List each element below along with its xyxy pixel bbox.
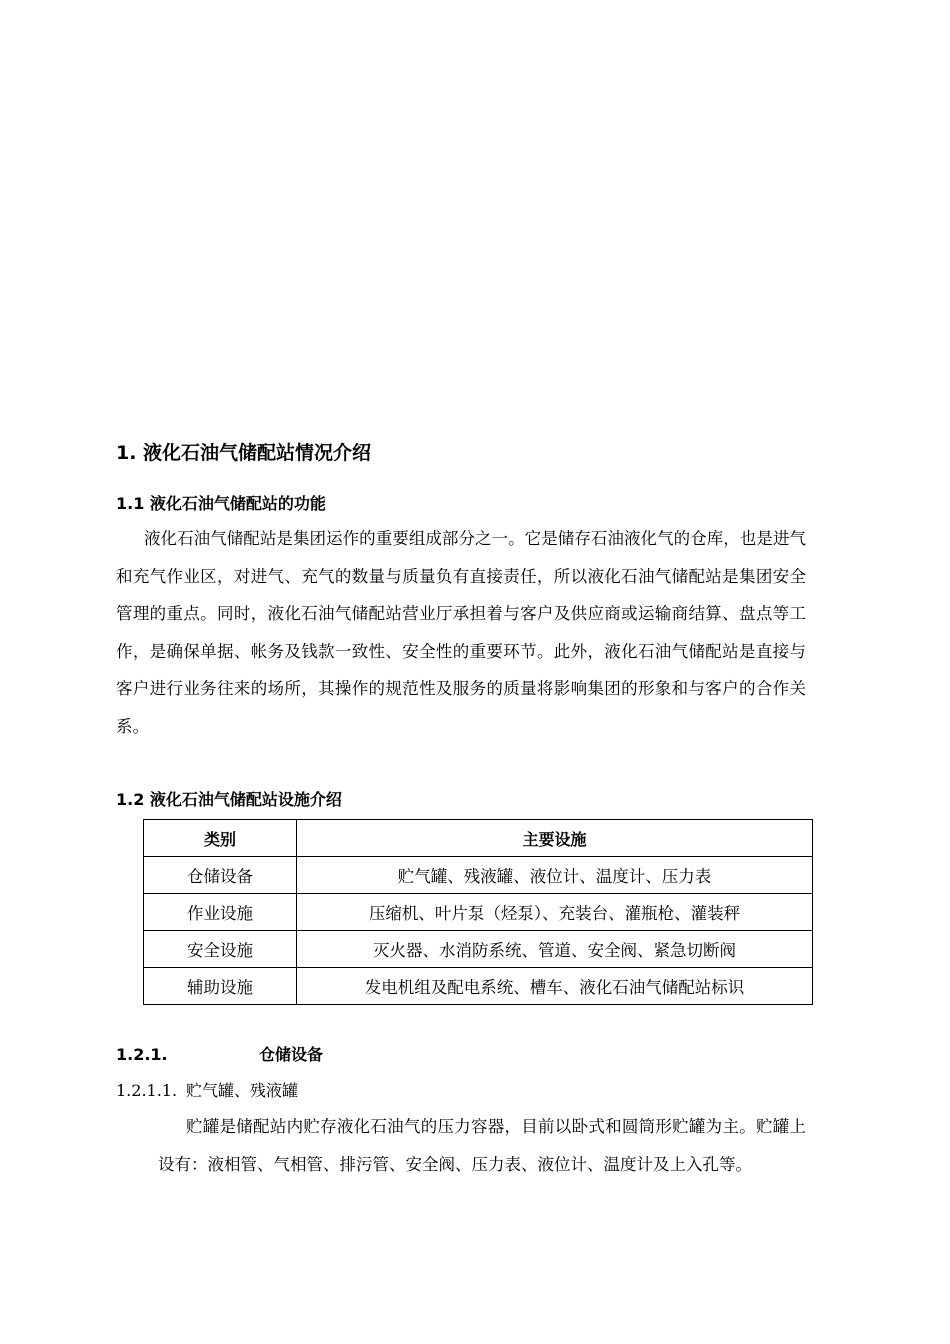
section-1-1-heading: 1.1 液化石油气储配站的功能 <box>116 494 326 513</box>
table-cell-facilities: 压缩机、叶片泵（烃泵）、充装台、灌瓶枪、灌装秤 <box>297 894 813 931</box>
table-cell-category: 安全设施 <box>144 931 297 968</box>
section-title: 贮气罐、残液罐 <box>186 1081 299 1100</box>
section-title: 仓储设备 <box>259 1045 324 1064</box>
section-1-heading: 1. 液化石油气储配站情况介绍 <box>116 442 372 464</box>
section-1-2-1-heading <box>116 1042 323 1065</box>
table-header-row <box>144 820 813 857</box>
table-cell-category: 仓储设备 <box>144 857 297 894</box>
section-number: 1.2.1.1. <box>116 1081 178 1100</box>
table-row <box>144 968 813 1005</box>
table-header-facilities: 主要设施 <box>297 820 813 857</box>
table-cell-facilities: 贮气罐、残液罐、液位计、温度计、压力表 <box>297 857 813 894</box>
table-header-category: 类别 <box>144 820 297 857</box>
table-row <box>144 857 813 894</box>
table-cell-facilities: 发电机组及配电系统、槽车、液化石油气储配站标识 <box>297 968 813 1005</box>
section-1-2-heading: 1.2 液化石油气储配站设施介绍 <box>116 790 342 809</box>
table-row <box>144 894 813 931</box>
section-number: 1.2.1. <box>116 1045 168 1064</box>
table-row <box>144 931 813 968</box>
section-1-1-paragraph: 液化石油气储配站是集团运作的重要组成部分之一。它是储存石油液化气的仓库，也是进气和充气作业区，对进气、充气的数量与质量负有直接责任，所以液化石油气储配站是集团安全管理的重点。同时，液化石油气储配站营业厅承担着与客户及供应商或运输商结算、盘点等工作，是确保单据、帐务及钱款一致性、安全性的重要环节。此外，液化石油气储配站是直接与客户进行业务往来的场所，其操作的规范性及服务的质量将影响集团的形象和与客户的合作关系。 <box>116 529 806 736</box>
table-cell-category: 辅助设施 <box>144 968 297 1005</box>
table-cell-category: 作业设施 <box>144 894 297 931</box>
section-1-2-1-1-paragraph: 贮罐是储配站内贮存液化石油气的压力容器，目前以卧式和圆筒形贮罐为主。贮罐上设有：液相管、气相管、排污管、安全阀、压力表、液位计、温度计及上入孔等。 <box>158 1117 806 1174</box>
section-1-2-1-1-heading <box>116 1078 298 1101</box>
table-cell-facilities: 灭火器、水消防系统、管道、安全阀、紧急切断阀 <box>297 931 813 968</box>
facilities-table <box>143 819 813 1005</box>
